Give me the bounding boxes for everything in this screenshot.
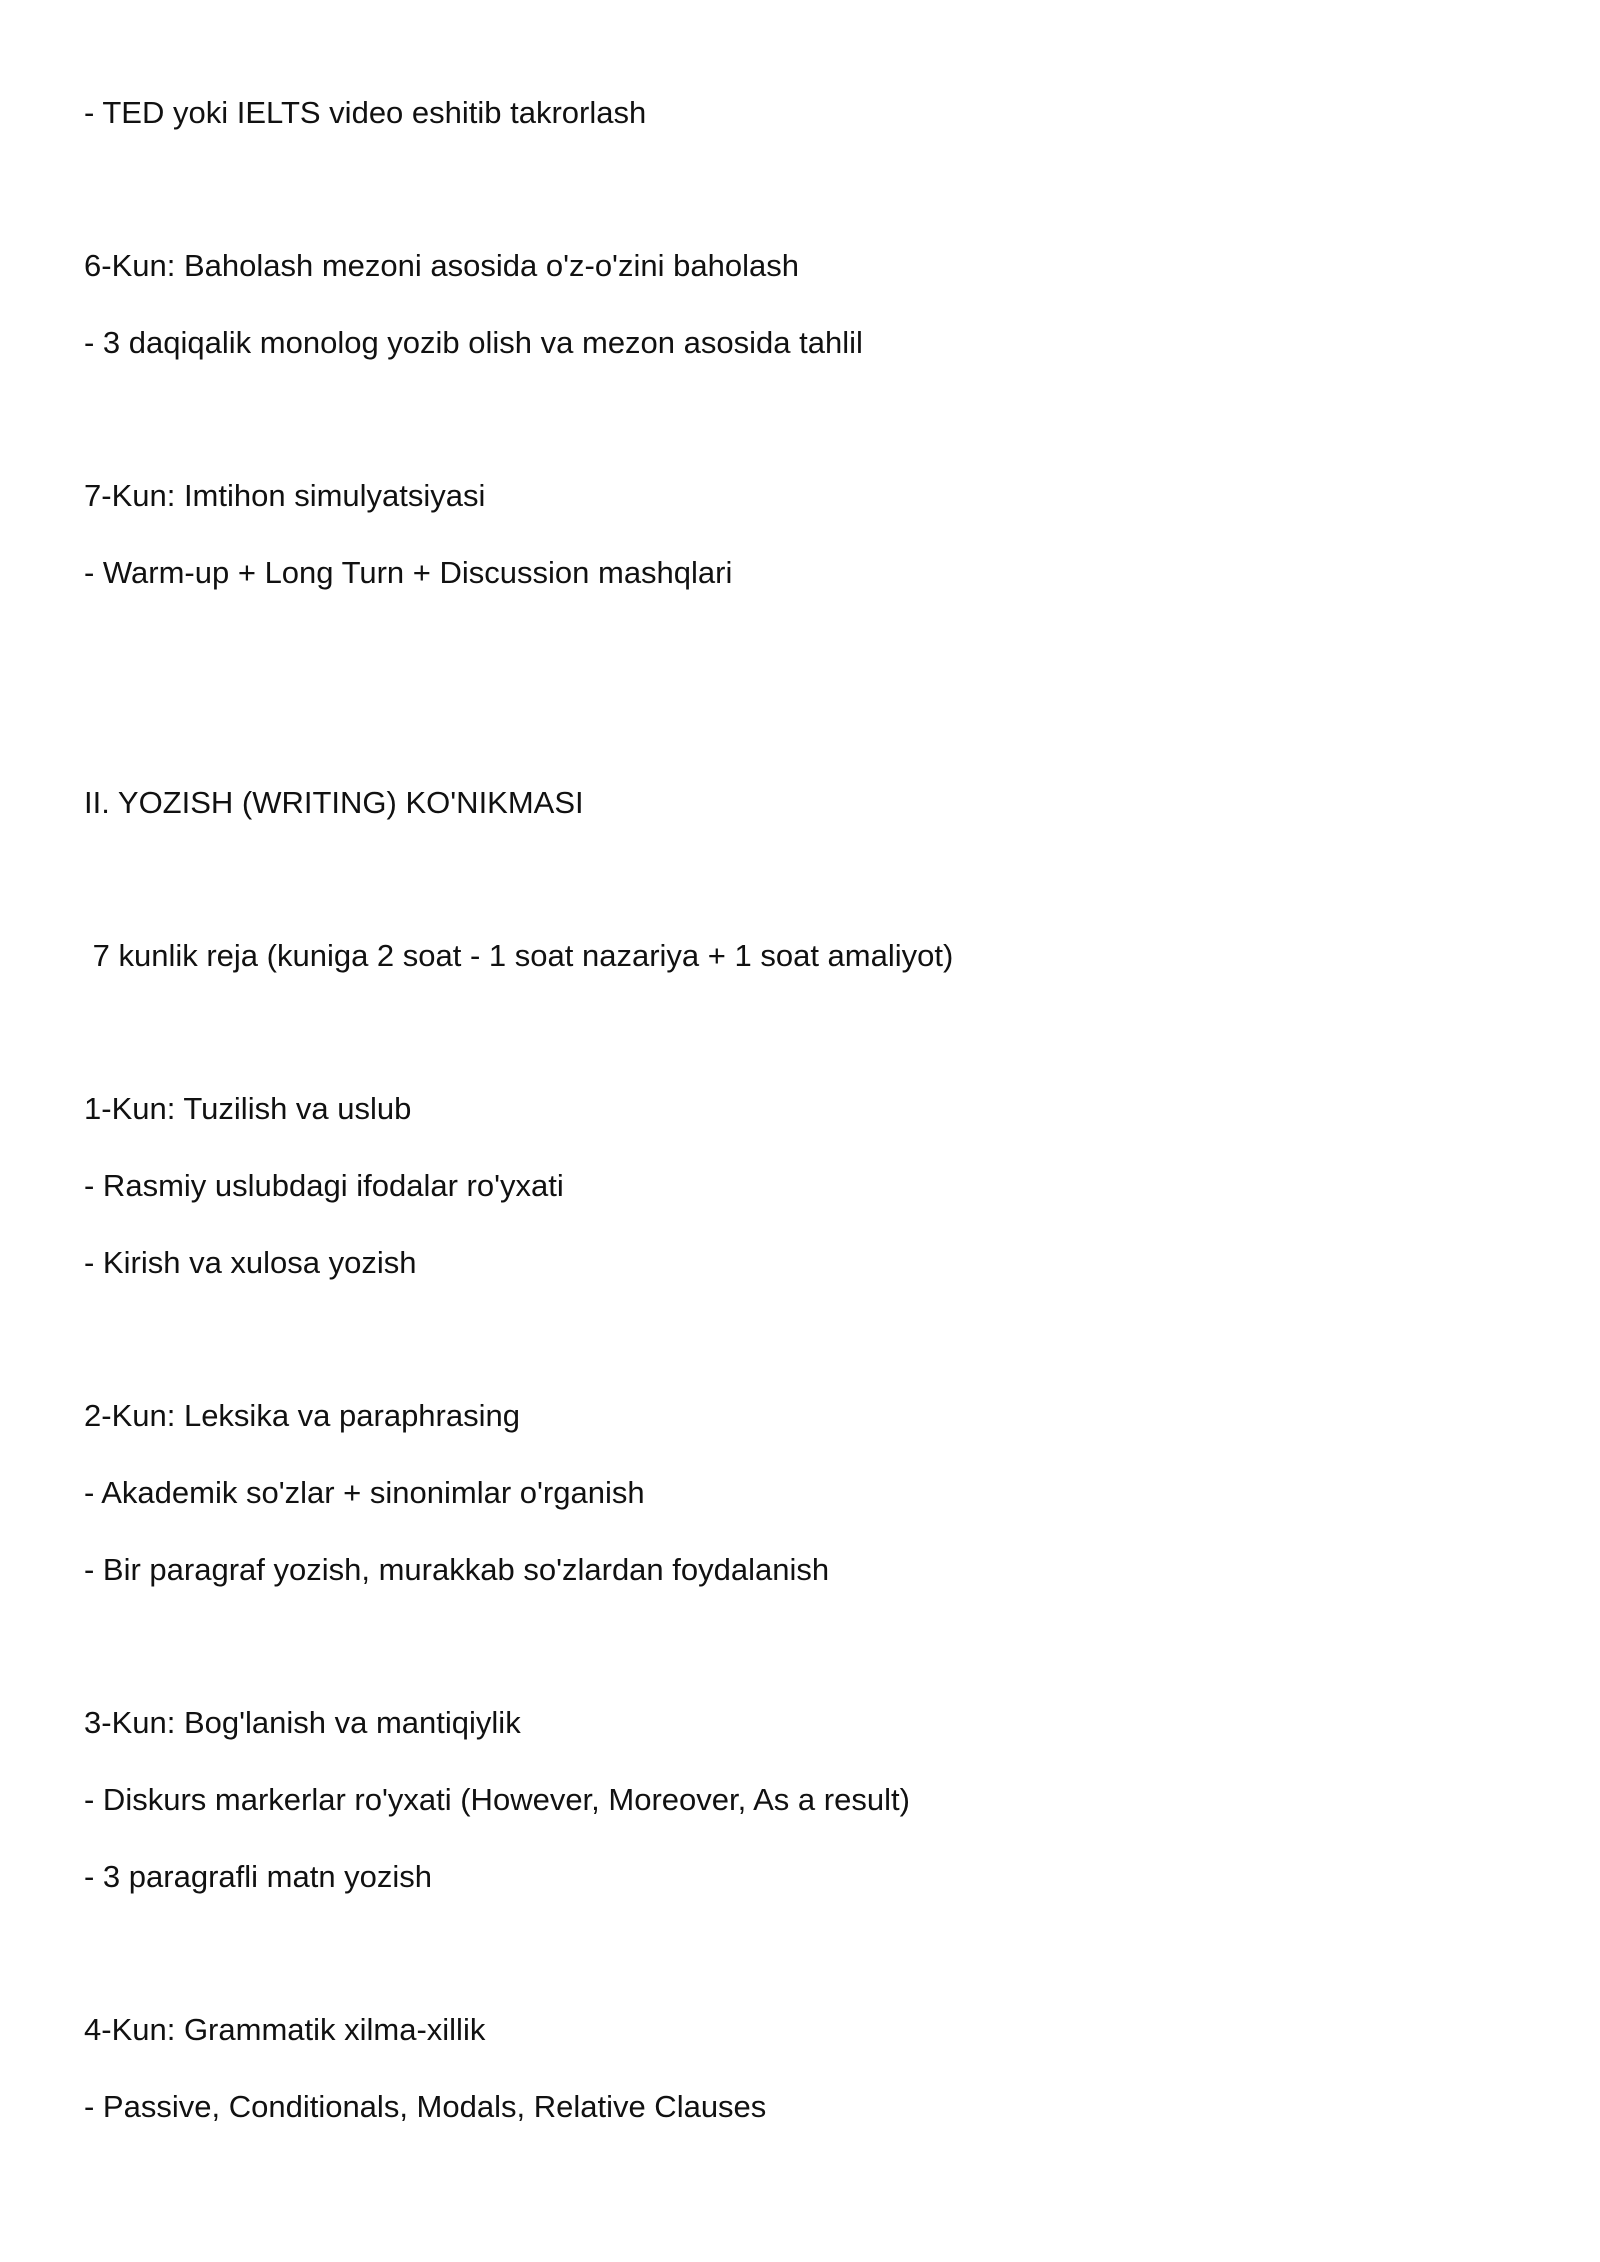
writing-day1-task-2: - Kirish va xulosa yozish <box>84 1245 417 1280</box>
writing-day4-task-1: - Passive, Conditionals, Modals, Relative Clauses <box>84 2089 767 2124</box>
writing-day1-heading: 1-Kun: Tuzilish va uslub <box>84 1091 412 1126</box>
speaking-day5-task: - TED yoki IELTS video eshitib takrorlash <box>84 95 647 130</box>
writing-plan-summary: 7 kunlik reja (kuniga 2 soat - 1 soat nazariya + 1 soat amaliyot) <box>84 938 954 973</box>
speaking-day7-task: - Warm-up + Long Turn + Discussion mashqlari <box>84 555 733 590</box>
speaking-day6-heading: 6-Kun: Baholash mezoni asosida o'z-o'zini baholash <box>84 248 799 283</box>
writing-day2-heading: 2-Kun: Leksika va paraphrasing <box>84 1398 520 1433</box>
writing-day3-heading: 3-Kun: Bog'lanish va mantiqiylik <box>84 1705 521 1740</box>
writing-section-heading: II. YOZISH (WRITING) KO'NIKMASI <box>84 785 584 820</box>
writing-day2-task-2: - Bir paragraf yozish, murakkab so'zlardan foydalanish <box>84 1552 830 1587</box>
speaking-day7-heading: 7-Kun: Imtihon simulyatsiyasi <box>84 478 486 513</box>
writing-day3-task-1: - Diskurs markerlar ro'yxati (However, Moreover, As a result) <box>84 1782 910 1817</box>
writing-day4-heading: 4-Kun: Grammatik xilma-xillik <box>84 2012 486 2047</box>
writing-day1-task-1: - Rasmiy uslubdagi ifodalar ro'yxati <box>84 1168 564 1203</box>
speaking-day6-task: - 3 daqiqalik monolog yozib olish va mezon asosida tahlil <box>84 325 863 360</box>
writing-day2-task-1: - Akademik so'zlar + sinonimlar o'rganish <box>84 1475 645 1510</box>
writing-day3-task-2: - 3 paragrafli matn yozish <box>84 1859 433 1894</box>
